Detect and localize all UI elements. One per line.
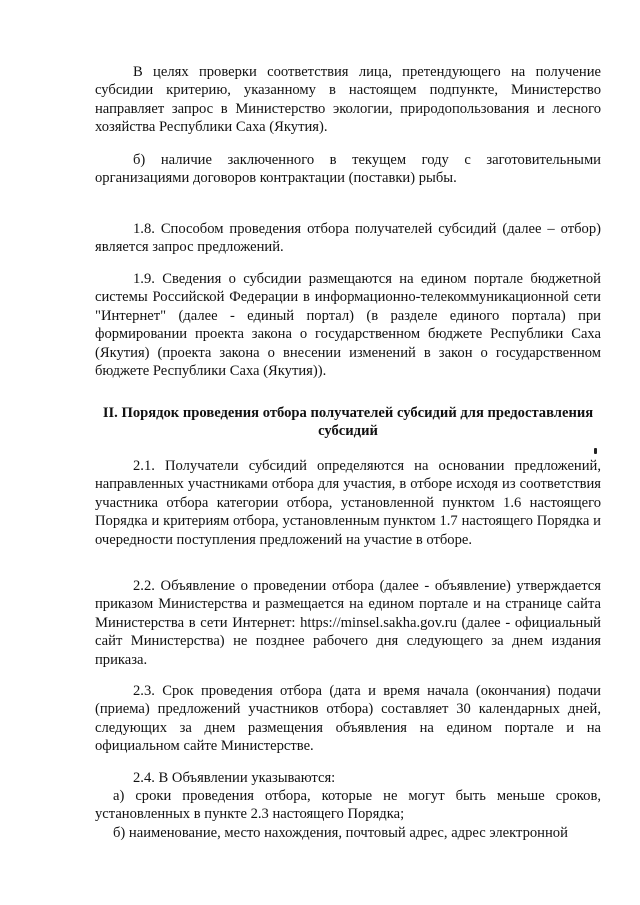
paragraph-2-1: 2.1. Получатели субсидий определяются на основании предложений, направленных участниками отбора для участия, в отборе исходя из соответствия участника отбора категории отбора, установленной пунктом 1.6 настоящего Порядка и критериям отбора, установленным пунктом 1.7 настоящего Порядка и очередности поступления предложений на участие в отборе. [95,458,601,548]
paragraph-contracts: б) наличие заключенного в текущем году с заготовительными организациями договоров контрактации (поставки) рыбы. [95,152,601,187]
paragraph-verification: В целях проверки соответствия лица, претендующего на получение субсидии критерию, указанному в настоящем подпункте, Министерство направляет запрос в Министерство экологии, природопользования и лесного хозяйства Республики Саха (Якутия). [95,64,601,136]
scan-mark [594,448,597,454]
paragraph-2-2: 2.2. Объявление о проведении отбора (далее - объявление) утверждается приказом Министерства и размещается на едином портале и на странице сайта Министерства в сети Интернет: https://minsel.sakha.gov.ru (далее - официальный сайт Министерства) не позднее рабочего дня следующего за днем издания приказа. [95,578,601,668]
paragraph-1-9: 1.9. Сведения о субсидии размещаются на едином портале бюджетной системы Российской Федерации в информационно-телекоммуникационной сети "Интернет" (далее - единый портал) (в разделе единого портала) при формировании проекта закона о государственном бюджете Республики Саха (Якутия) (проекта закона о внесении изменений в закон о государственном бюджете Республики Саха (Якутия)). [95,271,601,380]
paragraph-1-8: 1.8. Способом проведения отбора получателей субсидий (далее – отбор) является запрос предложений. [95,221,601,256]
section-heading: II. Порядок проведения отбора получателей субсидий для предоставления субсидий [102,405,594,440]
list-item-b: б) наименование, место нахождения, почтовый адрес, адрес электронной [113,825,568,841]
list-item-a: а) сроки проведения отбора, которые не могут быть меньше сроков, установленных в пункте 2.3 настоящего Порядка; [95,788,601,823]
paragraph-2-3: 2.3. Срок проведения отбора (дата и время начала (окончания) подачи (приема) предложений участников отбора) составляет 30 календарных дней, следующих за днем размещения объявления на едином портале и на официальном сайте Министерстве. [95,683,601,755]
paragraph-2-4: 2.4. В Объявлении указываются: [133,770,336,786]
